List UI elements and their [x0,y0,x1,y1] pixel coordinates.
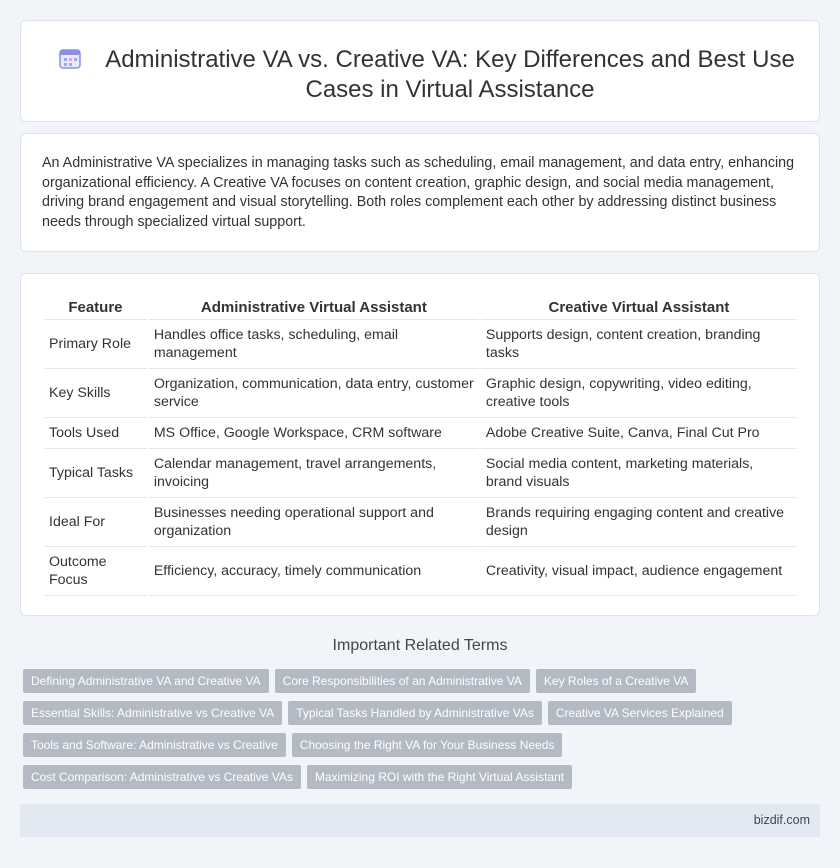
admin-cell: Efficiency, accuracy, timely communication [149,547,479,596]
related-term-tag[interactable]: Typical Tasks Handled by Administrative VAs [288,701,542,725]
header-feature: Feature [44,295,147,320]
comparison-card [20,273,820,616]
feature-cell: Ideal For [44,498,147,547]
tag-row [23,733,823,757]
feature-cell: Key Skills [44,369,147,418]
feature-cell: Primary Role [44,320,147,369]
header-creative: Creative Virtual Assistant [481,295,797,320]
table-row [44,369,797,418]
related-term-tag[interactable]: Maximizing ROI with the Right Virtual Assistant [307,765,572,789]
related-terms-tags [23,669,823,797]
related-term-tag[interactable]: Cost Comparison: Administrative vs Creative VAs [23,765,301,789]
intro-paragraph: An Administrative VA specializes in managing tasks such as scheduling, email management, and data entry, enhancing organizational efficiency. A Creative VA focuses on content creation, graphic design, and social media management, driving brand engagement and visual storytelling. Both roles complement each other by addressing distinct business needs through specialized virtual support. [42,155,795,230]
table-row [44,547,797,596]
related-term-tag[interactable]: Tools and Software: Administrative vs Creative [23,733,286,757]
related-term-tag[interactable]: Creative VA Services Explained [548,701,732,725]
comparison-table [42,295,799,596]
intro-card [20,133,820,252]
table-row [44,418,797,449]
header-card [20,20,820,122]
creative-cell: Social media content, marketing materials, brand visuals [481,449,797,498]
footer-site[interactable]: bizdif.com [753,813,810,827]
related-term-tag[interactable]: Essential Skills: Administrative vs Creative VA [23,701,282,725]
footer [20,804,820,837]
admin-cell: Organization, communication, data entry, customer service [149,369,479,418]
tag-row [23,765,823,789]
related-terms-title: Important Related Terms [332,637,508,654]
admin-cell: Calendar management, travel arrangements, invoicing [149,449,479,498]
related-term-tag[interactable]: Choosing the Right VA for Your Business Needs [292,733,563,757]
tag-row [23,701,823,725]
table-row [44,498,797,547]
creative-cell: Creativity, visual impact, audience engagement [481,547,797,596]
tag-row [23,669,823,693]
related-term-tag[interactable]: Defining Administrative VA and Creative VA [23,669,269,693]
feature-cell: Typical Tasks [44,449,147,498]
related-term-tag[interactable]: Key Roles of a Creative VA [536,669,697,693]
header-administrative: Administrative Virtual Assistant [149,295,479,320]
admin-cell: Businesses needing operational support and organization [149,498,479,547]
feature-cell: Outcome Focus [44,547,147,596]
table-header-row [44,295,797,320]
feature-cell: Tools Used [44,418,147,449]
admin-cell: Handles office tasks, scheduling, email management [149,320,479,369]
creative-cell: Brands requiring engaging content and creative design [481,498,797,547]
related-term-tag[interactable]: Core Responsibilities of an Administrative VA [275,669,530,693]
table-row [44,320,797,369]
creative-cell: Supports design, content creation, branding tasks [481,320,797,369]
admin-cell: MS Office, Google Workspace, CRM software [149,418,479,449]
table-row [44,449,797,498]
creative-cell: Adobe Creative Suite, Canva, Final Cut Pro [481,418,797,449]
creative-cell: Graphic design, copywriting, video editing, creative tools [481,369,797,418]
page-title: Administrative VA vs. Creative VA: Key Differences and Best Use Cases in Virtual Assistance [105,46,795,103]
